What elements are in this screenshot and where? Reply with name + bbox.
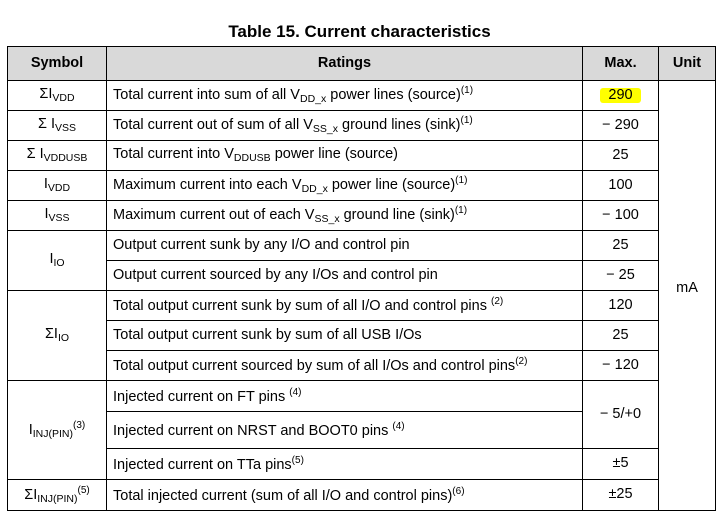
max-value: − 25 <box>583 261 659 291</box>
rating-cell <box>107 141 583 171</box>
max-value: 120 <box>583 291 659 321</box>
rating-cell <box>107 381 583 412</box>
rating-cell <box>107 351 583 381</box>
symbol-text: I <box>43 175 48 192</box>
rating-sub: DD_x <box>299 93 327 106</box>
rating-note: (1) <box>460 85 474 97</box>
rating-note: (2) <box>491 296 504 308</box>
max-value: − 120 <box>583 351 659 381</box>
rating-cell <box>107 449 583 480</box>
max-value: ±25 <box>583 480 659 511</box>
symbol-sub: INJ(PIN) <box>32 427 74 440</box>
rating-text-post: ground line (sink) <box>339 207 455 224</box>
symbol-text: ΣI <box>44 325 58 342</box>
symbol-note: (3) <box>73 419 86 431</box>
rating-sub: SS_x <box>312 123 338 136</box>
symbol-cell <box>8 201 107 231</box>
symbol-sub: VSS <box>48 211 70 224</box>
rating-text-post: power line (source) <box>270 145 398 162</box>
symbol-sub: VSS <box>55 121 77 134</box>
table-row <box>8 291 716 321</box>
table-row <box>8 111 716 141</box>
table-row <box>8 449 716 480</box>
max-cell <box>583 81 659 111</box>
rating-cell: Total output current sunk by sum of all USB I/Os <box>107 321 583 351</box>
current-characteristics-table <box>7 46 716 511</box>
max-value: − 5/+0 <box>583 381 659 449</box>
table-row <box>8 381 716 412</box>
rating-cell <box>107 201 583 231</box>
rating-note: (1) <box>460 115 473 127</box>
max-value: 25 <box>583 321 659 351</box>
symbol-sub: VDD <box>47 181 71 194</box>
symbol-sub: INJ(PIN) <box>37 492 78 505</box>
rating-cell <box>107 111 583 141</box>
max-value: 25 <box>583 141 659 171</box>
symbol-cell <box>8 381 107 480</box>
rating-note: (4) <box>392 420 405 432</box>
table-title: Table 15. Current characteristics <box>228 22 491 41</box>
max-value: 25 <box>583 231 659 261</box>
header-row <box>8 47 716 81</box>
table-row <box>8 201 716 231</box>
symbol-cell <box>8 141 107 171</box>
header-symbol: Symbol <box>8 47 107 81</box>
rating-note: (6) <box>452 485 465 497</box>
rating-text: Total output current sourced by sum of all I/Os and control pins <box>113 358 516 375</box>
symbol-text: ΣI <box>39 85 53 102</box>
symbol-cell <box>8 81 107 111</box>
rating-text-post: power lines (source) <box>326 87 461 104</box>
symbol-text: I <box>49 250 54 267</box>
max-value: − 290 <box>583 111 659 141</box>
symbol-cell <box>8 291 107 381</box>
rating-cell <box>107 81 583 111</box>
rating-note: (5) <box>291 454 304 466</box>
rating-text: Total current into V <box>113 145 234 162</box>
max-value: ±5 <box>583 449 659 480</box>
rating-text: Total injected current (sum of all I/O and control pins) <box>113 487 453 504</box>
unit-value: mA <box>676 280 698 296</box>
rating-text-post: ground lines (sink) <box>337 117 461 134</box>
symbol-text: Σ I <box>37 115 55 132</box>
symbol-cell <box>8 231 107 291</box>
symbol-text: I <box>44 205 49 222</box>
symbol-cell <box>8 480 107 511</box>
table-row <box>8 351 716 381</box>
max-value: 100 <box>583 171 659 201</box>
rating-text: Maximum current out of each V <box>113 207 315 224</box>
rating-note: (4) <box>289 386 302 398</box>
rating-text: Injected current on NRST and BOOT0 pins <box>113 422 393 439</box>
symbol-cell <box>8 111 107 141</box>
rating-cell <box>107 291 583 321</box>
rating-sub: DD_x <box>301 183 328 196</box>
table-row <box>8 480 716 511</box>
rating-text: Injected current on FT pins <box>113 388 290 405</box>
table-row <box>8 141 716 171</box>
rating-cell: Output current sourced by any I/Os and control pin <box>107 261 583 291</box>
rating-sub: DDUSB <box>233 151 271 164</box>
rating-note: (1) <box>455 175 468 187</box>
rating-text: Total current into sum of all V <box>113 87 300 104</box>
max-value-highlighted: 290 <box>600 88 640 104</box>
rating-text: Total output current sunk by sum of all I/O and control pins <box>113 298 491 315</box>
table-row <box>8 261 716 291</box>
max-value: − 100 <box>583 201 659 231</box>
symbol-text: I <box>28 421 33 438</box>
rating-cell: Output current sunk by any I/O and control pin <box>107 231 583 261</box>
symbol-text: ΣI <box>24 486 38 503</box>
rating-text: Maximum current into each V <box>113 177 302 194</box>
symbol-text: Σ I <box>26 145 44 162</box>
rating-sub: SS_x <box>314 213 340 226</box>
rating-note: (2) <box>515 356 528 368</box>
rating-cell <box>107 171 583 201</box>
table-row <box>8 231 716 261</box>
table-row <box>8 81 716 111</box>
symbol-cell <box>8 171 107 201</box>
symbol-sub: VDDUSB <box>43 151 88 164</box>
symbol-sub: VDD <box>52 91 75 104</box>
unit-cell <box>659 81 716 511</box>
table-row <box>8 171 716 201</box>
rating-cell <box>107 412 583 449</box>
header-max: Max. <box>583 47 659 81</box>
rating-note: (1) <box>454 205 468 217</box>
symbol-sub: IO <box>53 256 65 269</box>
rating-text: Total current out of sum of all V <box>113 117 313 134</box>
rating-text: Injected current on TTa pins <box>113 456 292 473</box>
rating-text-post: power line (source) <box>327 177 456 194</box>
header-ratings: Ratings <box>107 47 583 81</box>
header-unit: Unit <box>659 47 716 81</box>
table-row <box>8 321 716 351</box>
symbol-sub: IO <box>57 331 70 344</box>
rating-cell <box>107 480 583 511</box>
symbol-note: (5) <box>77 484 90 496</box>
